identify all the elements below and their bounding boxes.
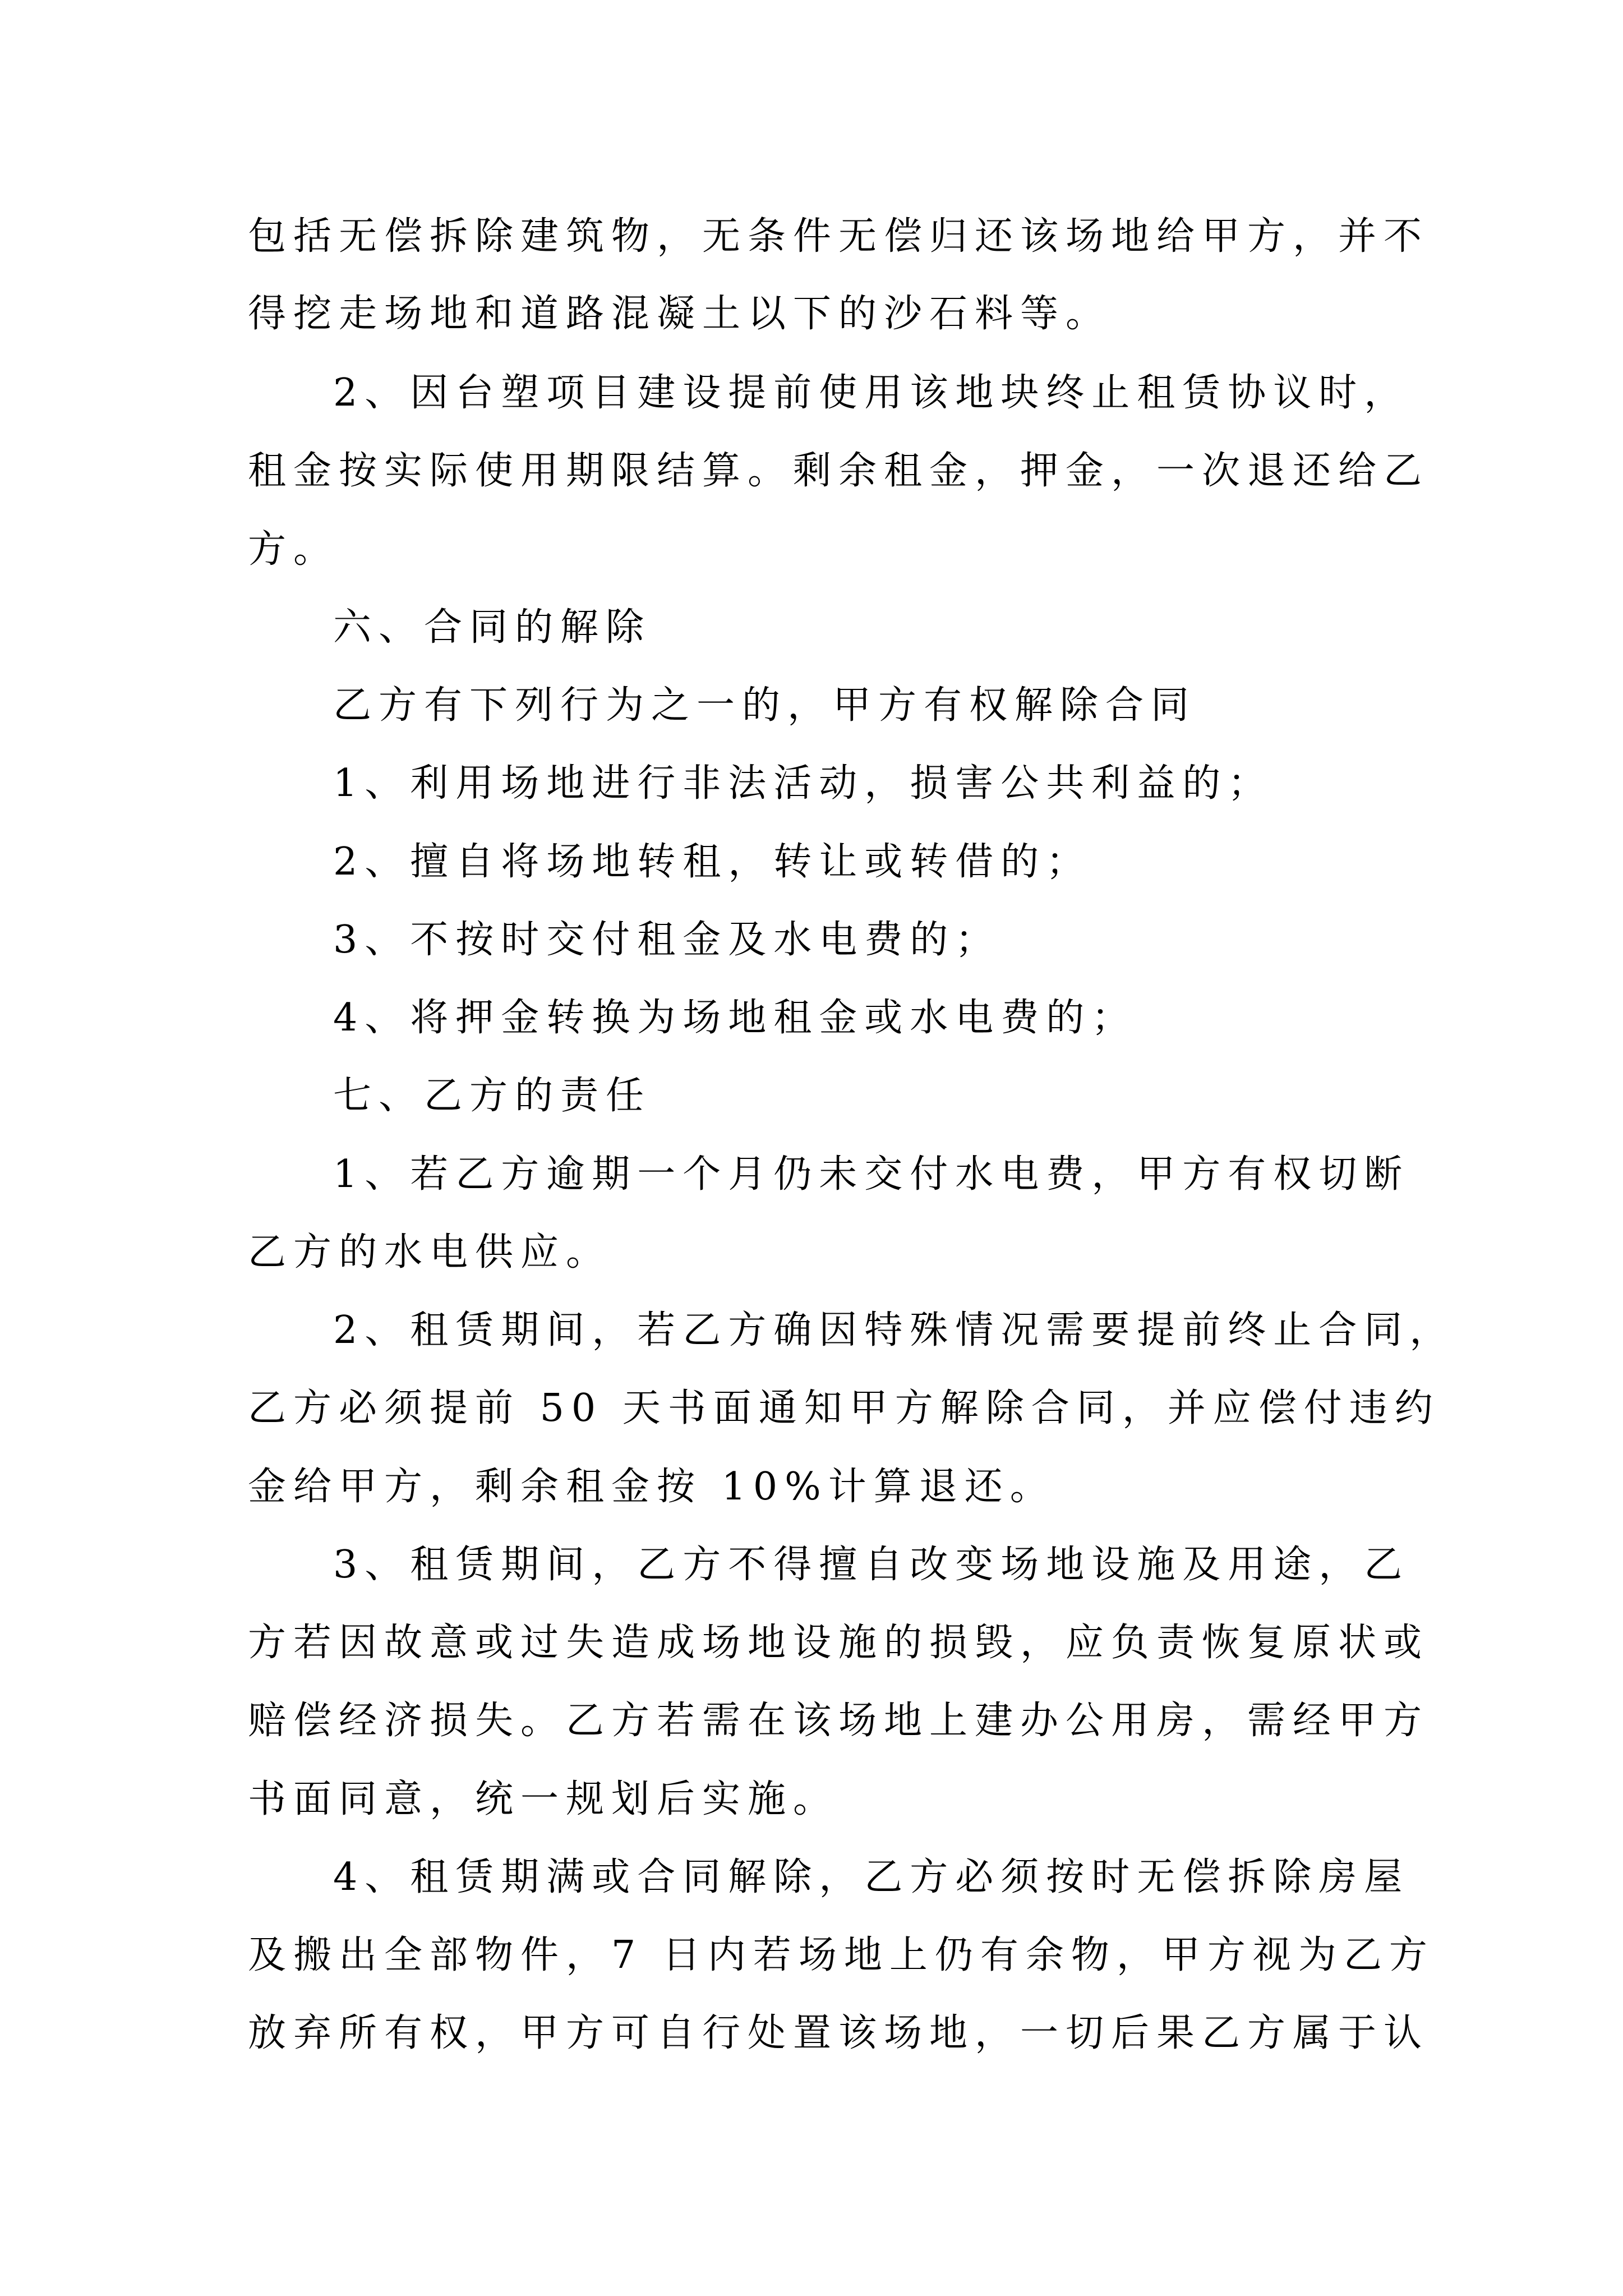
body-line: 4、租赁期满或合同解除，乙方必须按时无偿拆除房屋: [333, 1855, 1410, 1899]
list-item: 4、将押金转换为场地租金或水电费的；: [333, 996, 1137, 1040]
body-line: 乙方有下列行为之一的，甲方有权解除合同: [333, 683, 1197, 728]
body-line: 2、因台塑项目建设提前使用该地块终止租赁协议时，: [333, 371, 1410, 415]
body-line: 金给甲方，剩余租金按 10%计算退还。: [248, 1465, 1055, 1509]
body-line: 方若因故意或过失造成场地设施的损毁，应负责恢复原状或: [248, 1621, 1430, 1665]
body-line: 乙方必须提前 50 天书面通知甲方解除合同，并应偿付违约: [248, 1386, 1440, 1430]
list-item: 1、利用场地进行非法活动，损害公共利益的；: [333, 761, 1274, 806]
body-line: 租金按实际使用期限结算。剩余租金，押金，一次退还给乙: [248, 449, 1430, 493]
body-line: 得挖走场地和道路混凝土以下的沙石料等。: [248, 292, 1112, 336]
body-line: 书面同意，统一规划后实施。: [248, 1777, 839, 1821]
body-line: 1、若乙方逾期一个月仍未交付水电费，甲方有权切断: [333, 1152, 1410, 1197]
section-heading: 六、合同的解除: [333, 605, 652, 650]
list-item: 3、不按时交付租金及水电费的；: [333, 918, 1001, 962]
body-line: 及搬出全部物件，7 日内若场地上仍有余物，甲方视为乙方: [248, 1933, 1435, 1977]
body-line: 3、租赁期间，乙方不得擅自改变场地设施及用途，乙: [333, 1543, 1410, 1587]
body-line: 包括无偿拆除建筑物，无条件无偿归还该场地给甲方，并不: [248, 214, 1430, 259]
body-line: 方。: [248, 527, 339, 572]
section-heading: 七、乙方的责任: [333, 1074, 652, 1118]
body-line: 赔偿经济损失。乙方若需在该场地上建办公用房，需经甲方: [248, 1699, 1430, 1743]
list-item: 2、擅自将场地转租，转让或转借的；: [333, 840, 1092, 884]
body-line: 放弃所有权，甲方可自行处置该场地，一切后果乙方属于认: [248, 2011, 1430, 2055]
body-line: 2、租赁期间，若乙方确因特殊情况需要提前终止合同，: [333, 1308, 1455, 1352]
body-line: 乙方的水电供应。: [248, 1230, 612, 1274]
